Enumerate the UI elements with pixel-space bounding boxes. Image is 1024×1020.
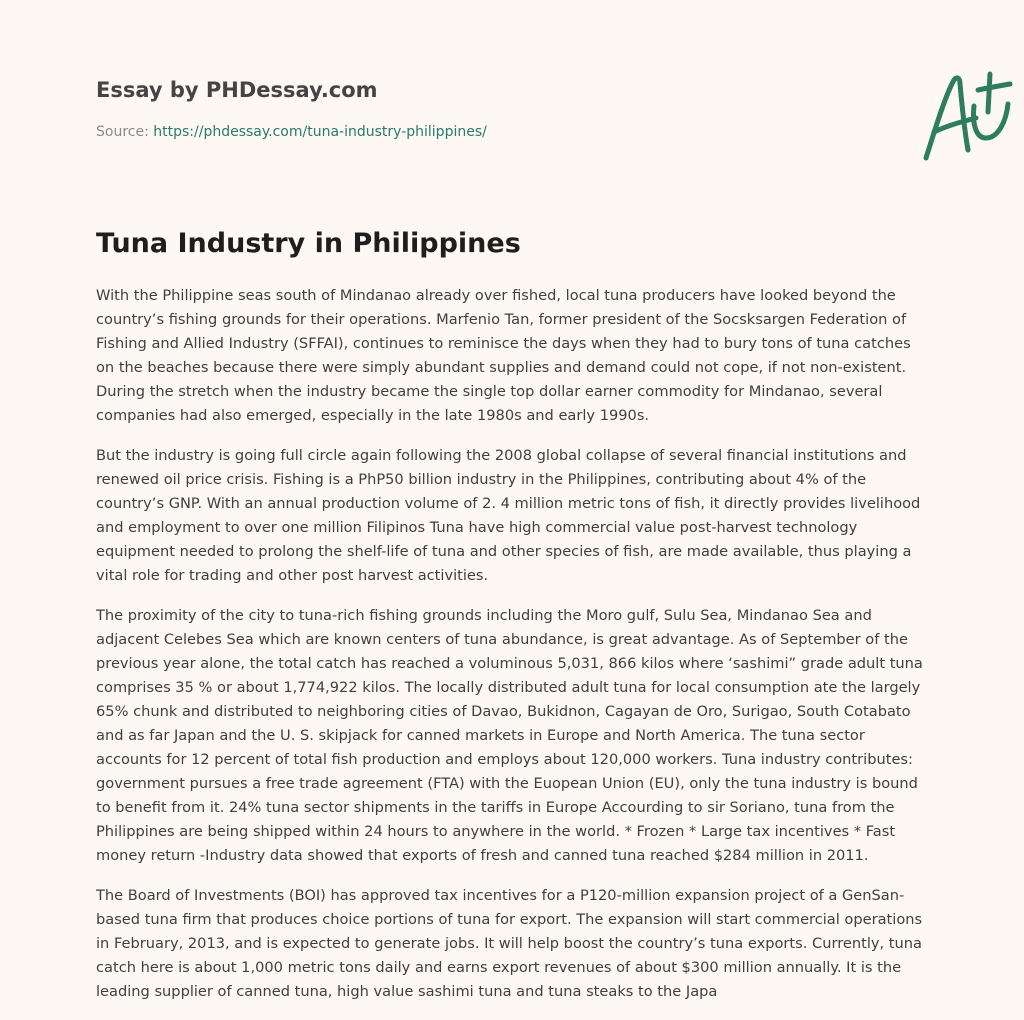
source-label: Source: (96, 124, 154, 140)
essay-body (96, 284, 928, 1020)
essay-paragraph: With the Philippine seas south of Mindanao already over fished, local tuna producers have looked beyond the country’s fishing grounds for their operations. Marfenio Tan, former president of the Socsksargen Federation of Fishing and Allied Industry (SFFAI), continues to reminisce the days when they had to bury tons of tuna catches on the beaches because there were simply abundant supplies and demand could not cope, if not non-existent. During the stretch when the industry became the single top dollar earner commodity for Mindanao, several companies had also emerged, especially in the late 1980s and early 1990s. (96, 287, 911, 424)
essay-paragraph: The Board of Investments (BOI) has approved tax incentives for a P120-million expansion project of a GenSan-based tuna firm that produces choice portions of tuna for export. The expansion will start commercial operations in February, 2013, and is expected to generate jobs. It will help boost the country’s tuna exports. Currently, tuna catch here is about 1,000 metric tons daily and earns export revenues of about $300 million annually. It is the leading supplier of canned tuna, high value sashimi tuna and tuna steaks to the Japa (96, 887, 923, 1000)
source-line (96, 124, 487, 140)
essay-title: Tuna Industry in Philippines (96, 228, 521, 259)
essay-paragraph: But the industry is going full circle again following the 2008 global collapse of several financial institutions and renewed oil price crisis. Fishing is a PhP50 billion industry in the Philippines, contributing about 4% of the country’s GNP. With an annual production volume of 2. 4 million metric tons of fish, it directly provides livelihood and employment to over one million Filipinos Tuna have high commercial value post-harvest technology equipment needed to prolong the shelf-life of tuna and other species of fish, are made available, thus playing a vital role for trading and other post harvest activities. (96, 447, 921, 584)
essay-paragraph: The proximity of the city to tuna-rich fishing grounds including the Moro gulf, Sulu Sea, Mindanao Sea and adjacent Celebes Sea which are known centers of tuna abundance, is great advantage. As of September of the previous year alone, the total catch has reached a voluminous 5,031, 866 kilos where ‘sashimi” grade adult tuna comprises 35 % or about 1,774,922 kilos. The locally distributed adult tuna for local consumption ate the largely 65% chunk and distributed to neighboring cities of Davao, Bukidnon, Cagayan de Oro, Surigao, South Cotabato and as far Japan and the U. S. skipjack for canned markets in Europe and North America. The tuna sector accounts for 12 percent of total fish production and employs about 120,000 workers. Tuna industry contributes: government pursues a free trade agreement (FTA) with the Euopean Union (EU), only the tuna industry is bound to benefit from it. 24% tuna sector shipments in the tariffs in Europe Accourding to sir Soriano, tuna from the Philippines are being shipped within 24 hours to anywhere in the world. * Frozen * Large tax incentives * Fast money return -Industry data showed that exports of fresh and canned tuna reached $284 million in 2011. (96, 607, 923, 864)
a-plus-grade-icon (916, 66, 1020, 164)
site-brand: Essay by PHDessay.com (96, 78, 378, 102)
source-link[interactable]: https://phdessay.com/tuna-industry-philippines/ (153, 124, 487, 140)
